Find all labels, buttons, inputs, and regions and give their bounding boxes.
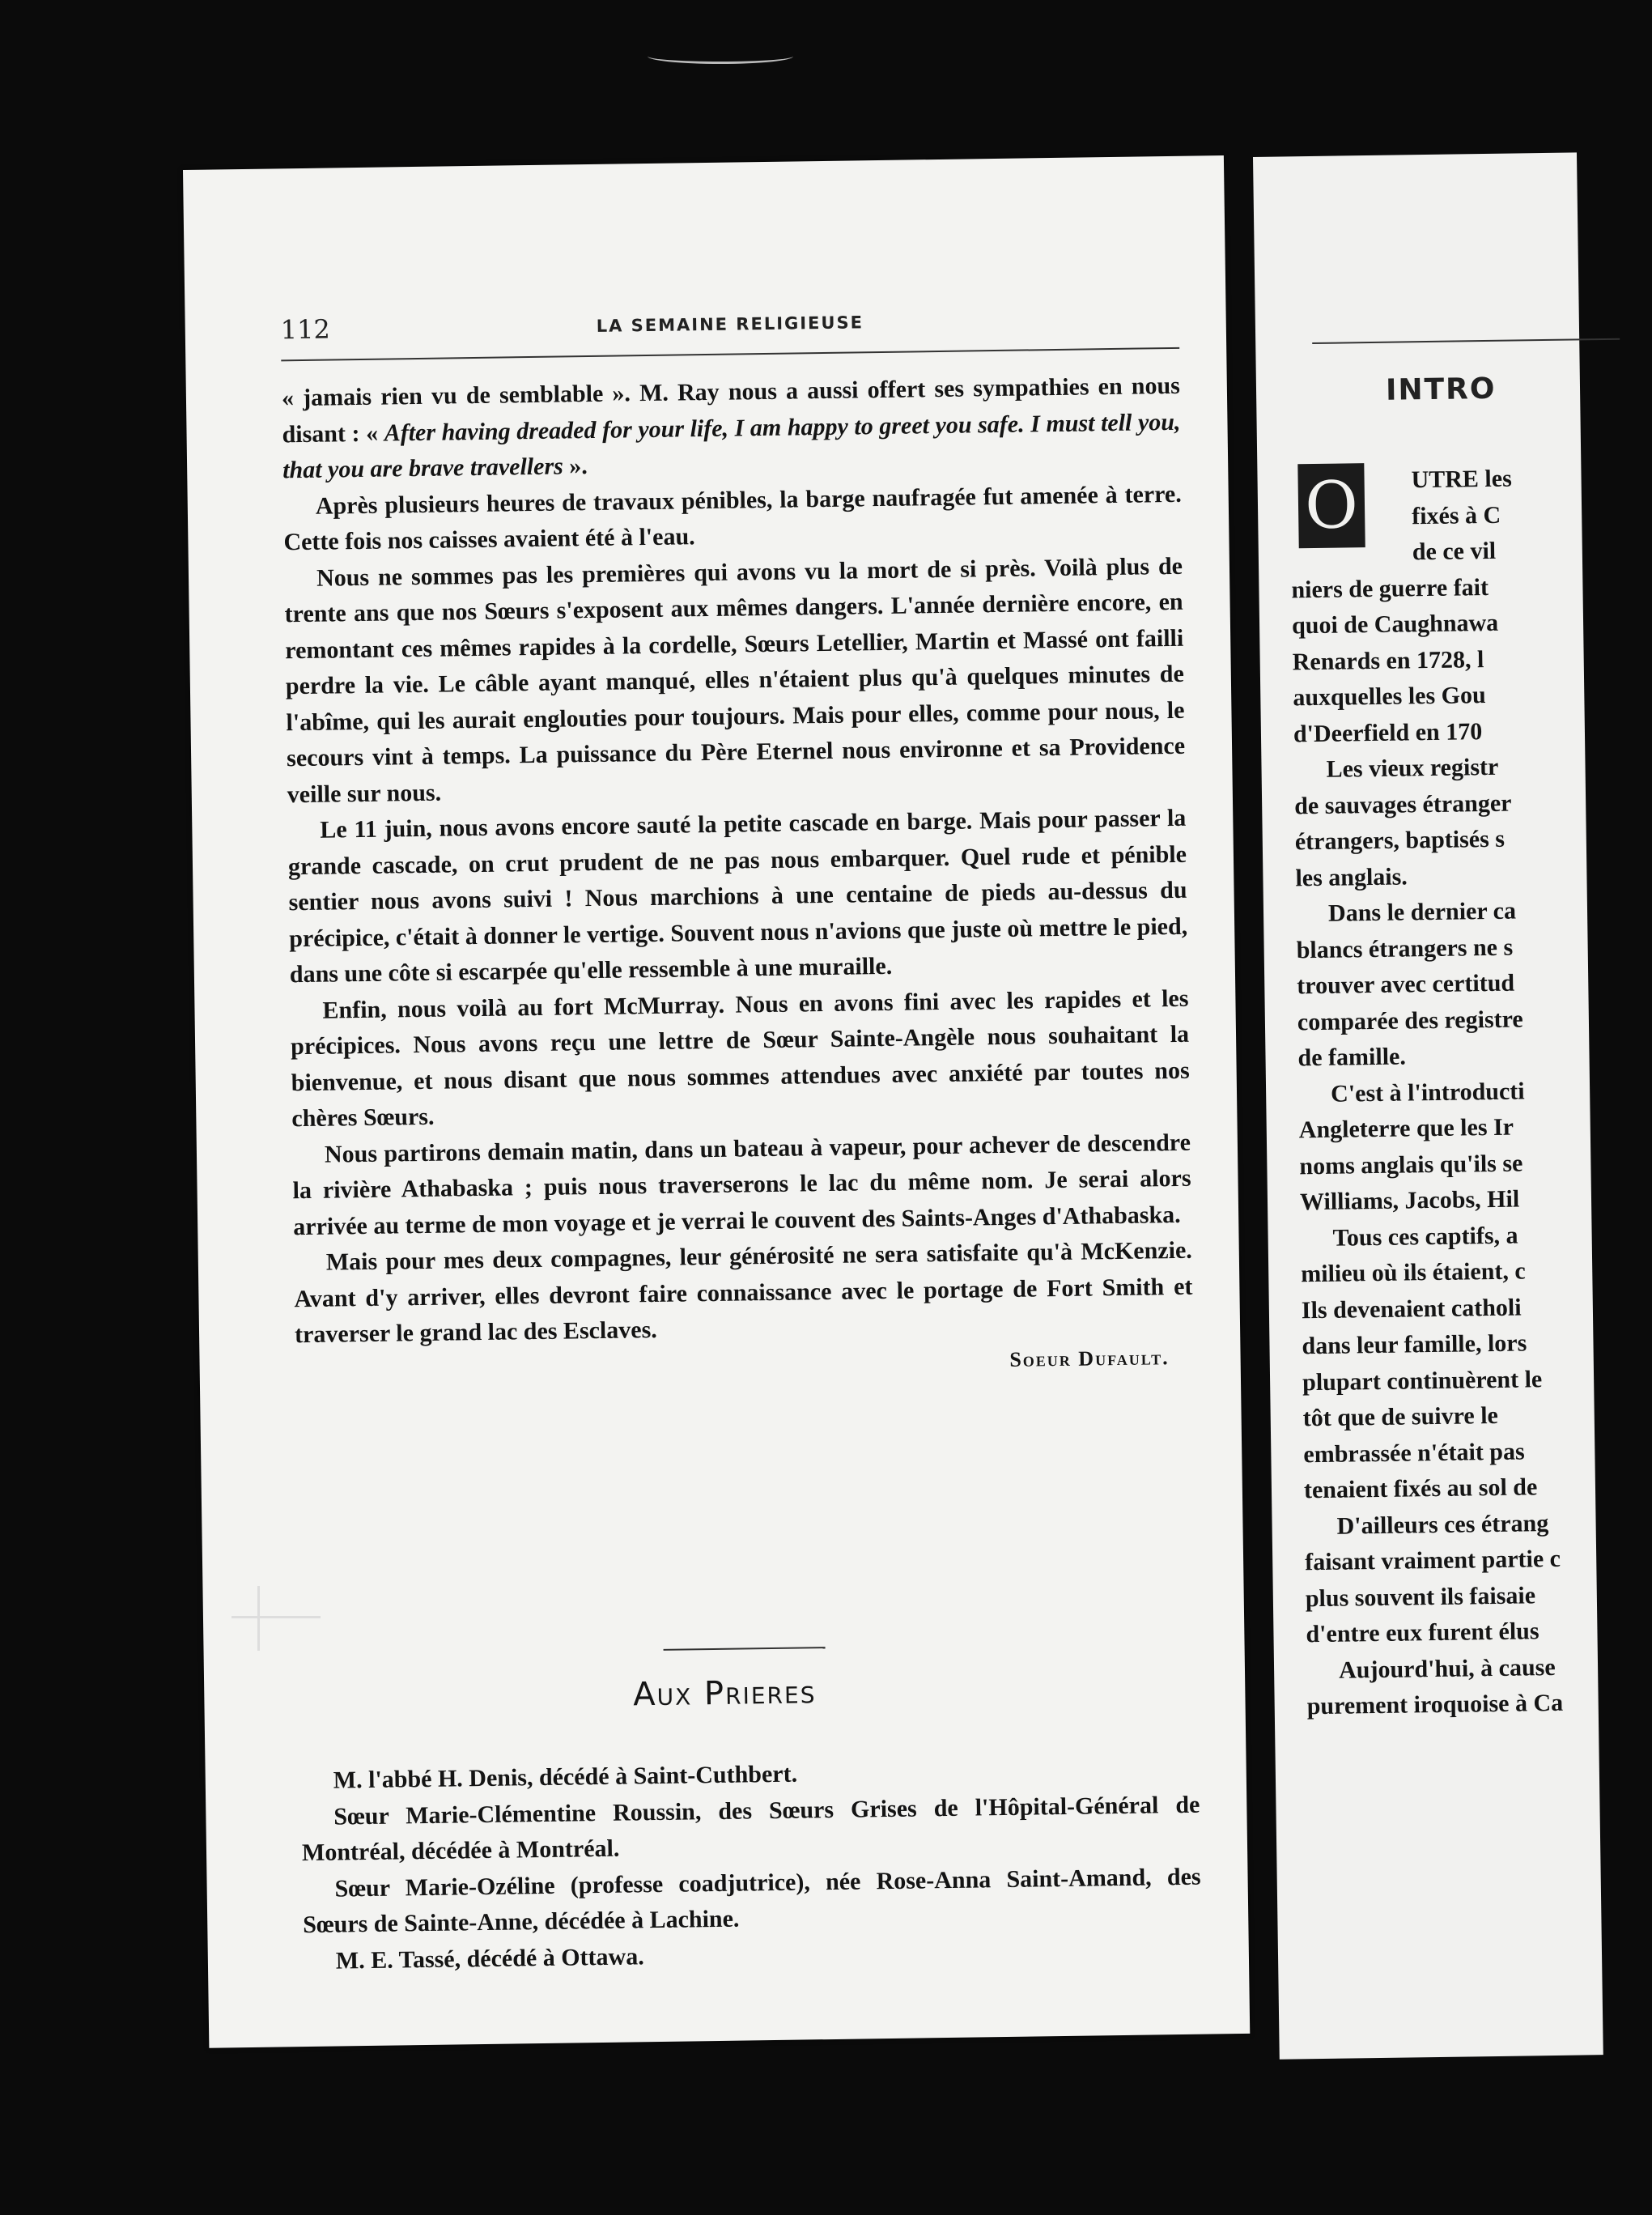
text-line: dans leur famille, lors [1302,1329,1527,1360]
left-page [183,155,1250,2048]
text-line: Les vieux registr [1326,753,1499,783]
text-line: Ils devenaient catholi [1301,1294,1522,1324]
text-line: de ce vil [1412,537,1497,566]
text-line: UTRE les [1411,465,1512,494]
dropcap-letter: O [1297,463,1365,548]
margin-cross-mark [231,1616,321,1618]
right-page-text [1289,460,1647,1725]
paragraph: Après plusieurs heures de travaux pénibles, la barge naufragée fut amenée à terre. Cette fois nos caisses avaient été à l'eau. [283,480,1182,556]
text-line: Dans le dernier ca [1327,897,1517,927]
text-line: milieu où ils étaient, c [1301,1257,1526,1288]
text-line: d'entre eux furent élus [1306,1618,1539,1648]
text-line: noms anglais qu'ils se [1299,1149,1523,1180]
right-page-title: INTRO [1385,372,1497,407]
running-head [281,302,1179,346]
page-number: 112 [280,313,331,346]
text-line: faisant vraiment partie c [1305,1545,1561,1576]
text-line: de sauvages étranger [1293,789,1512,819]
paragraph: Le 11 juin, nous avons encore sauté la petite cascade en barge. Mais pour passer la grande cascade, on crut prudent de ne pas nous embarquer. Quel rude et pénible sentier nous avons suivi ! Nous marchions à une centaine de pieds au-dessus du précipice, c'était à donner le vertige. Souvent nous n'avions que juste où mettre le pied, dans une côte si escarpée qu'elle ressemble à une muraille. [287,804,1188,988]
text-line: d'Deerfield en 170 [1293,717,1483,747]
text-line: blancs étrangers ne s [1296,933,1514,963]
text-line: Williams, Jacobs, Hil [1299,1185,1520,1216]
obituary-item: M. E. Tassé, décédé à Ottawa. [335,1942,644,1975]
text-line: Angleterre que les Ir [1298,1113,1514,1144]
scan-clip-mark [648,49,793,64]
article-body [282,368,1194,1386]
right-page [1253,152,1603,2059]
text-line: quoi de Caughnawa [1291,609,1499,640]
obituary-item: M. l'abbé H. Denis, décédé à Saint-Cuthbert. [333,1760,798,1794]
text-line: de famille. [1297,1043,1407,1072]
text-line: étrangers, baptisés s [1294,825,1505,856]
text-line: D'ailleurs ces étrang [1336,1509,1549,1540]
obituary-list [300,1751,1202,1979]
paragraph: Nous partirons demain matin, dans un bateau à vapeur, pour achever de descendre la rivière Athabaska ; puis nous traverserons le lac du même nom. Je serai alors arrivée au terme de mon voyage et je verrai le couvent des Saints-Anges d'Athabaska. [292,1129,1191,1240]
text-line: plus souvent ils faisaie [1305,1581,1536,1612]
signature: Soeur Dufault. [1009,1345,1170,1371]
text-line: trouver avec certitud [1297,969,1515,1000]
right-header-rule [1312,338,1620,344]
section-separator [664,1647,826,1651]
text-line: Renards en 1728, l [1292,645,1484,675]
obituary-item: Sœur Marie-Ozéline (professe coadjutrice), née Rose-Anna Saint-Amand, des Sœurs de Sainte-Anne, décédée à Lachine. [303,1863,1201,1939]
text-line: tôt que de suivre le [1302,1401,1499,1432]
text-line: les anglais. [1295,862,1408,891]
section-title: Aux Prieres [632,1673,817,1714]
text-line: embrassée n'était pas [1303,1437,1525,1468]
header-rule [281,347,1179,361]
journal-title: LA SEMAINE RELIGIEUSE [596,312,864,336]
text-line: Aujourd'hui, à cause [1338,1653,1556,1684]
obituary-item: Sœur Marie-Clémentine Roussin, des Sœurs Grises de l'Hôpital-Général de Montréal, décédée à Montréal. [301,1791,1200,1867]
text-line: auxquelles les Gou [1293,682,1486,712]
text-line: C'est à l'introducti [1330,1077,1525,1108]
text-line: comparée des registre [1297,1005,1523,1035]
text-line: plupart continuèrent le [1302,1365,1543,1396]
text-line: tenaient fixés au sol de [1303,1473,1538,1504]
paragraph: Nous ne sommes pas les premières qui avons vu la mort de si près. Voilà plus de trente ans que nos Sœurs s'exposent aux mêmes dangers. L'année dernière encore, en remontant ces mêmes rapides à la cordelle, Sœurs Letellier, Martin et Massé ont failli perdre la vie. Le câble ayant manqué, elles n'étaient plus qu'à quelques minutes de l'abîme, qui les aurait englouties pour toujours. Mais pour elles, comme pour nous, le secours vint à temps. La puissance du Père Eternel nous environne et sa Providence veille sur nous. [284,552,1186,808]
text-line: niers de guerre fait [1291,573,1489,603]
text-line: purement iroquoise à Ca [1306,1689,1564,1720]
paragraph: « jamais rien vu de semblable ». M. Ray nous a aussi offert ses sympathies en nous disant : « After having dreaded for your life, I am happy to greet you safe. I must tell you, that you are brave travellers ». [281,372,1181,484]
paragraph: Enfin, nous voilà au fort McMurray. Nous en avons fini avec les rapides et les précipices. Nous avons reçu une lettre de Sœur Sainte-Angèle nous souhaitant la bienvenue, et nous disant que nous sommes attendues avec anxiété par toutes nos chères Sœurs. [290,984,1190,1133]
text-line: fixés à C [1411,501,1501,529]
text-line: Tous ces captifs, a [1332,1222,1518,1252]
paragraph: Mais pour mes deux compagnes, leur générosité ne sera satisfaite qu'à McKenzie. Avant d'y arriver, elles devront faire connaissance avec le portage de Fort Smith et traverser le grand lac des Esclaves. [294,1236,1193,1349]
